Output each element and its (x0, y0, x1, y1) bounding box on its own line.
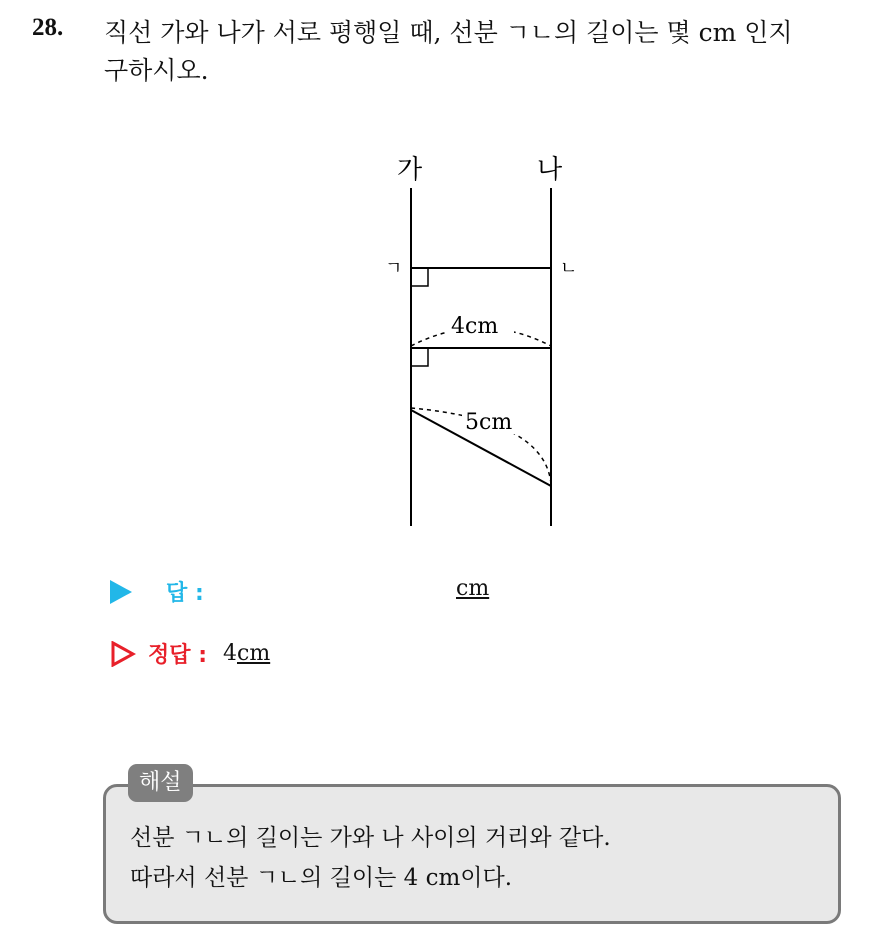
play-triangle-icon (110, 580, 132, 604)
outline-triangle-icon (110, 641, 136, 667)
answer-label-text: 답 (166, 581, 188, 606)
right-angle-mark-2 (411, 348, 428, 366)
label-point-nieun: ㄴ (560, 258, 578, 279)
solution-line-2: 따라서 선분 ㄱㄴ의 길이는 4 cm이다. (130, 865, 513, 891)
answer-colon: : (194, 581, 204, 606)
dim-label-5cm: 5cm (465, 410, 513, 435)
answer-label (166, 576, 204, 607)
solution-line-1: 선분 ㄱㄴ의 길이는 가와 나 사이의 거리와 같다. (130, 825, 611, 851)
question-line-2: 구하시오. (104, 56, 209, 85)
correct-unit: cm (237, 641, 271, 666)
answer-row (110, 576, 204, 607)
solution-text (130, 818, 611, 898)
parallel-lines-figure (370, 148, 590, 538)
correct-answer-row (110, 638, 270, 669)
answer-unit: cm (456, 576, 490, 601)
question-text (104, 14, 864, 90)
solution-tag: 해설 (128, 764, 193, 802)
question-number: 28. (32, 14, 64, 41)
correct-number: 4 (223, 641, 237, 666)
label-line-na: 나 (537, 155, 563, 185)
dim-label-4cm: 4cm (451, 314, 499, 339)
question-line-1: 직선 가와 나가 서로 평행일 때, 선분 ㄱㄴ의 길이는 몇 cm 인지 (104, 18, 793, 47)
label-line-ga: 가 (397, 155, 423, 185)
correct-value (223, 641, 270, 666)
correct-colon: : (198, 643, 207, 668)
correct-label (148, 638, 207, 669)
correct-label-text: 정답 (148, 643, 191, 668)
right-angle-mark-1 (411, 268, 428, 286)
label-point-giyeok: ㄱ (385, 258, 403, 279)
